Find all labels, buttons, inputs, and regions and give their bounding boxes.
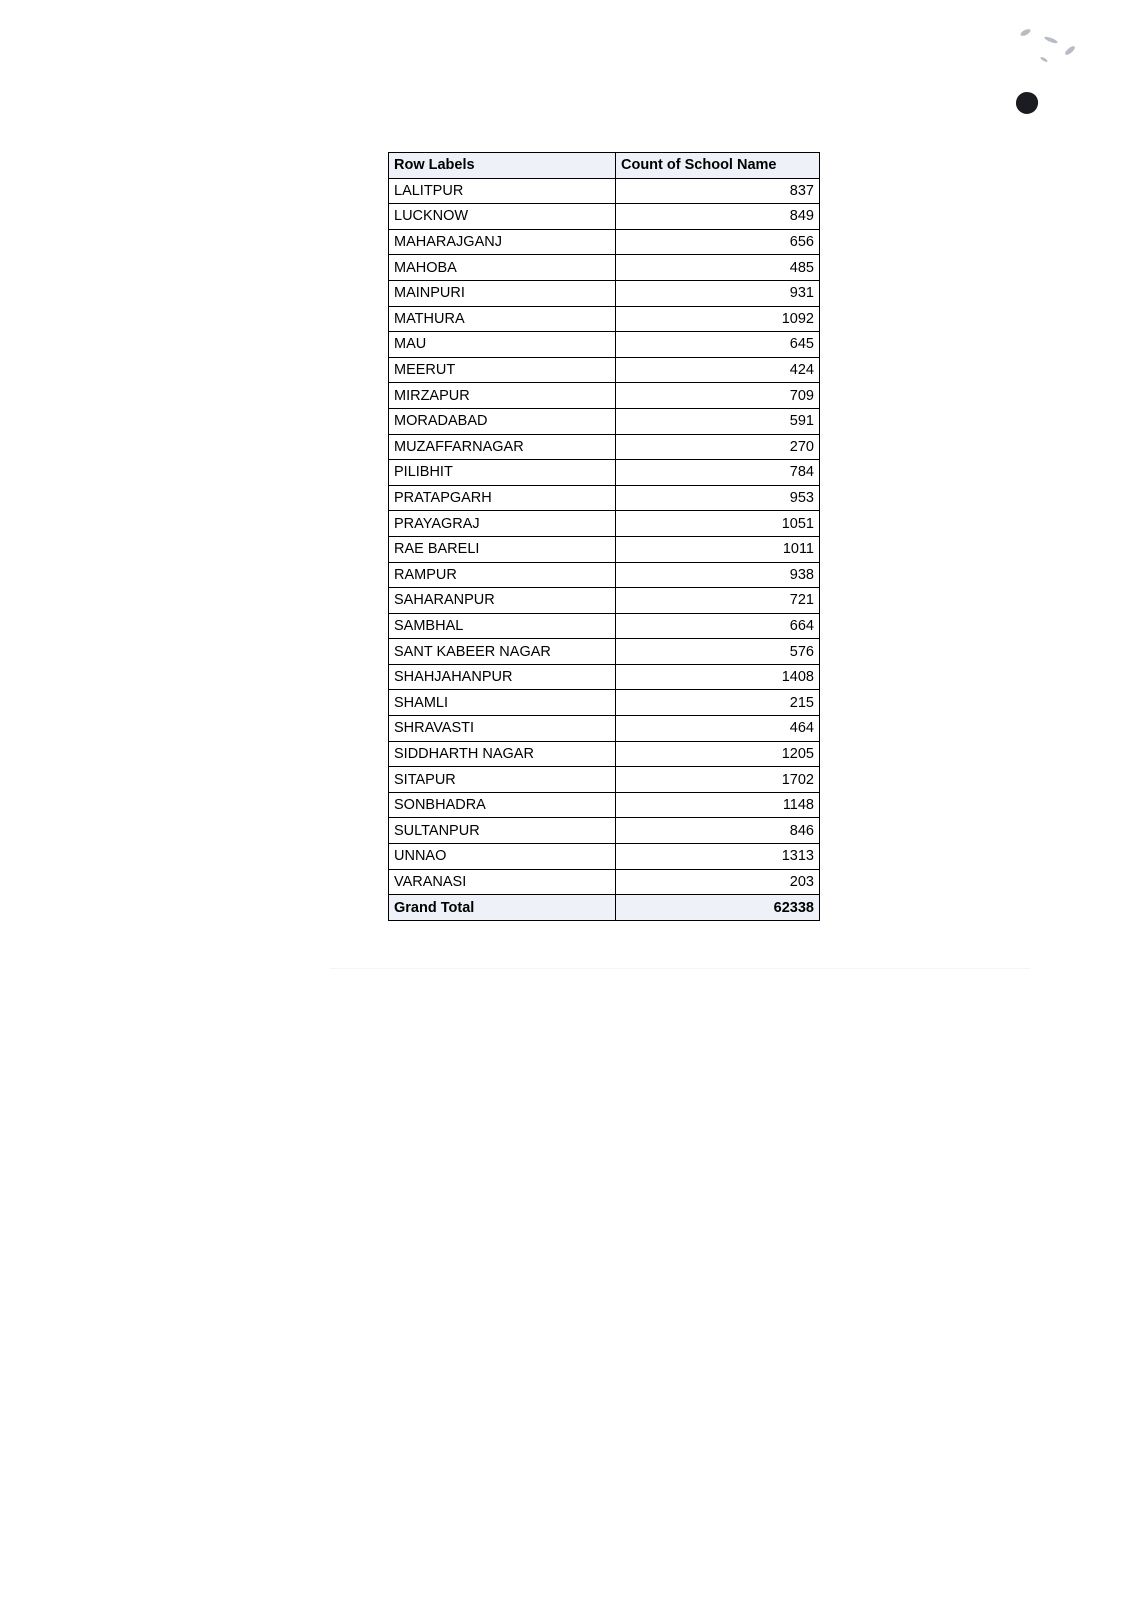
table-row [389, 178, 820, 204]
table-row [389, 306, 820, 332]
table-row [389, 664, 820, 690]
scan-artifact-mark [1040, 56, 1048, 63]
scan-artifact-mark [1019, 28, 1031, 38]
table-row [389, 280, 820, 306]
row-count-cell: 664 [616, 613, 820, 639]
row-count-cell: 1205 [616, 741, 820, 767]
row-label-cell: MAU [389, 332, 616, 358]
table-row [389, 434, 820, 460]
table-row [389, 485, 820, 511]
row-label-cell: MORADABAD [389, 408, 616, 434]
table-row [389, 639, 820, 665]
row-count-cell: 1092 [616, 306, 820, 332]
row-label-cell: PRATAPGARH [389, 485, 616, 511]
row-label-cell: SHAMLI [389, 690, 616, 716]
row-label-cell: SHRAVASTI [389, 716, 616, 742]
table-row [389, 511, 820, 537]
row-count-cell: 215 [616, 690, 820, 716]
row-label-cell: SAMBHAL [389, 613, 616, 639]
table-row [389, 357, 820, 383]
row-label-cell: MAHARAJGANJ [389, 229, 616, 255]
row-label-cell: MEERUT [389, 357, 616, 383]
row-count-cell: 1702 [616, 767, 820, 793]
row-count-cell: 784 [616, 460, 820, 486]
table-row [389, 408, 820, 434]
row-label-cell: MIRZAPUR [389, 383, 616, 409]
row-label-cell: SULTANPUR [389, 818, 616, 844]
pivot-table-container [388, 152, 814, 921]
table-body [389, 178, 820, 920]
table-row [389, 460, 820, 486]
table-row [389, 690, 820, 716]
row-count-cell: 709 [616, 383, 820, 409]
scan-artifact-line [330, 968, 1030, 969]
table-row [389, 229, 820, 255]
table-row [389, 255, 820, 281]
row-count-cell: 1011 [616, 536, 820, 562]
row-count-cell: 1051 [616, 511, 820, 537]
grand-total-count: 62338 [616, 895, 820, 921]
table-row [389, 383, 820, 409]
row-count-cell: 576 [616, 639, 820, 665]
row-label-cell: MAINPURI [389, 280, 616, 306]
table-row [389, 332, 820, 358]
row-count-cell: 270 [616, 434, 820, 460]
row-label-cell: VARANASI [389, 869, 616, 895]
row-count-cell: 721 [616, 588, 820, 614]
row-count-cell: 645 [616, 332, 820, 358]
row-label-cell: PILIBHIT [389, 460, 616, 486]
table-header-row [389, 153, 820, 179]
row-label-cell: MATHURA [389, 306, 616, 332]
scan-artifact-blob [1014, 90, 1040, 116]
row-count-cell: 1313 [616, 844, 820, 870]
table-row [389, 716, 820, 742]
table-row [389, 792, 820, 818]
scan-artifact-mark [1044, 36, 1058, 45]
table-row [389, 562, 820, 588]
grand-total-row [389, 895, 820, 921]
row-label-cell: RAMPUR [389, 562, 616, 588]
row-label-cell: SAHARANPUR [389, 588, 616, 614]
table-header [389, 153, 820, 179]
row-count-cell: 656 [616, 229, 820, 255]
table-row [389, 536, 820, 562]
table-row [389, 818, 820, 844]
row-count-cell: 485 [616, 255, 820, 281]
table-row [389, 613, 820, 639]
row-count-cell: 849 [616, 204, 820, 230]
row-count-cell: 203 [616, 869, 820, 895]
table-row [389, 204, 820, 230]
row-label-cell: SONBHADRA [389, 792, 616, 818]
row-count-cell: 1148 [616, 792, 820, 818]
row-label-cell: RAE BARELI [389, 536, 616, 562]
table-row [389, 869, 820, 895]
row-count-cell: 953 [616, 485, 820, 511]
row-label-cell: MUZAFFARNAGAR [389, 434, 616, 460]
row-label-cell: LALITPUR [389, 178, 616, 204]
row-label-cell: SITAPUR [389, 767, 616, 793]
table-row [389, 844, 820, 870]
table-row [389, 767, 820, 793]
row-count-cell: 591 [616, 408, 820, 434]
row-label-cell: SIDDHARTH NAGAR [389, 741, 616, 767]
row-count-cell: 938 [616, 562, 820, 588]
row-count-cell: 424 [616, 357, 820, 383]
row-count-cell: 464 [616, 716, 820, 742]
column-header-row-labels: Row Labels [389, 153, 616, 179]
row-label-cell: SHAHJAHANPUR [389, 664, 616, 690]
row-label-cell: MAHOBA [389, 255, 616, 281]
table-row [389, 588, 820, 614]
row-label-cell: UNNAO [389, 844, 616, 870]
row-count-cell: 931 [616, 280, 820, 306]
row-count-cell: 1408 [616, 664, 820, 690]
grand-total-label: Grand Total [389, 895, 616, 921]
row-label-cell: LUCKNOW [389, 204, 616, 230]
scan-artifact-mark [1064, 45, 1076, 57]
column-header-count-of-school-name: Count of School Name [616, 153, 820, 179]
row-label-cell: SANT KABEER NAGAR [389, 639, 616, 665]
row-count-cell: 837 [616, 178, 820, 204]
table-row [389, 741, 820, 767]
row-label-cell: PRAYAGRAJ [389, 511, 616, 537]
row-count-cell: 846 [616, 818, 820, 844]
pivot-table [388, 152, 820, 921]
